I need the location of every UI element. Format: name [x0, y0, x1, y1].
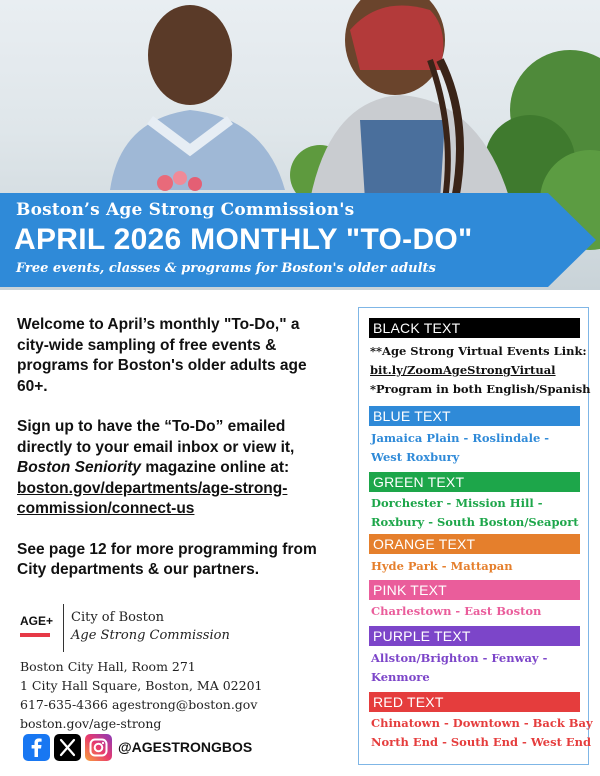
- age-strong-logo: [20, 604, 260, 654]
- legend-black-text: [370, 342, 591, 399]
- legend-purple-line2: Kenmore: [371, 670, 430, 684]
- magazine-name: Boston Seniority: [17, 459, 142, 476]
- legend-red-text: [371, 714, 593, 752]
- contact-room: Boston City Hall, Room 271: [20, 659, 196, 674]
- contact-info: [20, 657, 263, 733]
- intro-signup-tail: magazine online at:: [145, 459, 290, 476]
- legend-red-heading: RED TEXT: [369, 692, 580, 712]
- legend-purple-heading: PURPLE TEXT: [369, 626, 580, 646]
- legend-pink-heading: PINK TEXT: [369, 580, 580, 600]
- contact-address: 1 City Hall Square, Boston, MA 02201: [20, 678, 263, 693]
- legend-orange-text: [371, 557, 586, 576]
- virtual-events-link[interactable]: bit.ly/ZoomAgeStrongVirtual: [370, 363, 556, 377]
- legend-blue-heading: BLUE TEXT: [369, 406, 580, 426]
- signup-link[interactable]: boston.gov/departments/age-strong-commission/connect-us: [17, 479, 288, 517]
- legend-red-line2: North End - South End - West End: [371, 735, 592, 749]
- banner-subtitle: Boston’s Age Strong Commission's: [16, 200, 355, 220]
- color-legend: [358, 307, 593, 765]
- logo-commission: Age Strong Commission: [71, 628, 230, 643]
- page-title: APRIL 2026 MONTHLY "TO-DO": [14, 223, 473, 256]
- legend-purple-line1: Allston/Brighton - Fenway -: [371, 651, 548, 665]
- social-handle: @AGESTRONGBOS: [118, 739, 253, 755]
- legend-green-line2: Roxbury - South Boston/Seaport: [371, 515, 579, 529]
- intro-signup-text: Sign up to have the “To-Do” emailed directly to your email inbox or view it,: [17, 418, 295, 456]
- logo-mark: AGE+: [20, 614, 54, 628]
- logo-divider: [63, 604, 64, 652]
- banner-tagline: Free events, classes & programs for Boston's older adults: [16, 261, 436, 276]
- legend-blue-text: [371, 429, 586, 467]
- logo-city: City of Boston: [71, 610, 165, 625]
- bilingual-note: *Program in both English/Spanish: [370, 382, 591, 396]
- legend-blue-line1: Jamaica Plain - Roslindale -: [371, 431, 550, 445]
- legend-red-line1: Chinatown - Downtown - Back Bay: [371, 716, 593, 730]
- legend-orange-heading: ORANGE TEXT: [369, 534, 580, 554]
- legend-orange-line1: Hyde Park - Mattapan: [371, 559, 513, 573]
- legend-green-heading: GREEN TEXT: [369, 472, 580, 492]
- intro-more: See page 12 for more programming from City departments & our partners.: [17, 540, 317, 578]
- legend-black-heading: BLACK TEXT: [369, 318, 580, 338]
- facebook-icon[interactable]: [23, 734, 50, 761]
- virtual-events-label: **Age Strong Virtual Events Link:: [370, 344, 587, 358]
- contact-website[interactable]: boston.gov/age-strong: [20, 716, 162, 731]
- instagram-icon[interactable]: [85, 734, 112, 761]
- intro-text: [17, 315, 337, 601]
- x-icon[interactable]: [54, 734, 81, 761]
- legend-green-text: [371, 494, 586, 532]
- logo-accent-bar: [20, 633, 50, 637]
- intro-signup: [17, 417, 337, 520]
- intro-welcome: Welcome to April’s monthly "To-Do," a city-wide sampling of free events & programs for Boston's older adults age 60+.: [17, 316, 307, 395]
- contact-phone-email[interactable]: 617-635-4366 agestrong@boston.gov: [20, 697, 258, 712]
- legend-pink-text: [371, 602, 586, 621]
- legend-pink-line1: Charlestown - East Boston: [371, 604, 542, 618]
- legend-purple-text: [371, 649, 586, 687]
- legend-green-line1: Dorchester - Mission Hill -: [371, 496, 543, 510]
- legend-blue-line2: West Roxbury: [371, 450, 460, 464]
